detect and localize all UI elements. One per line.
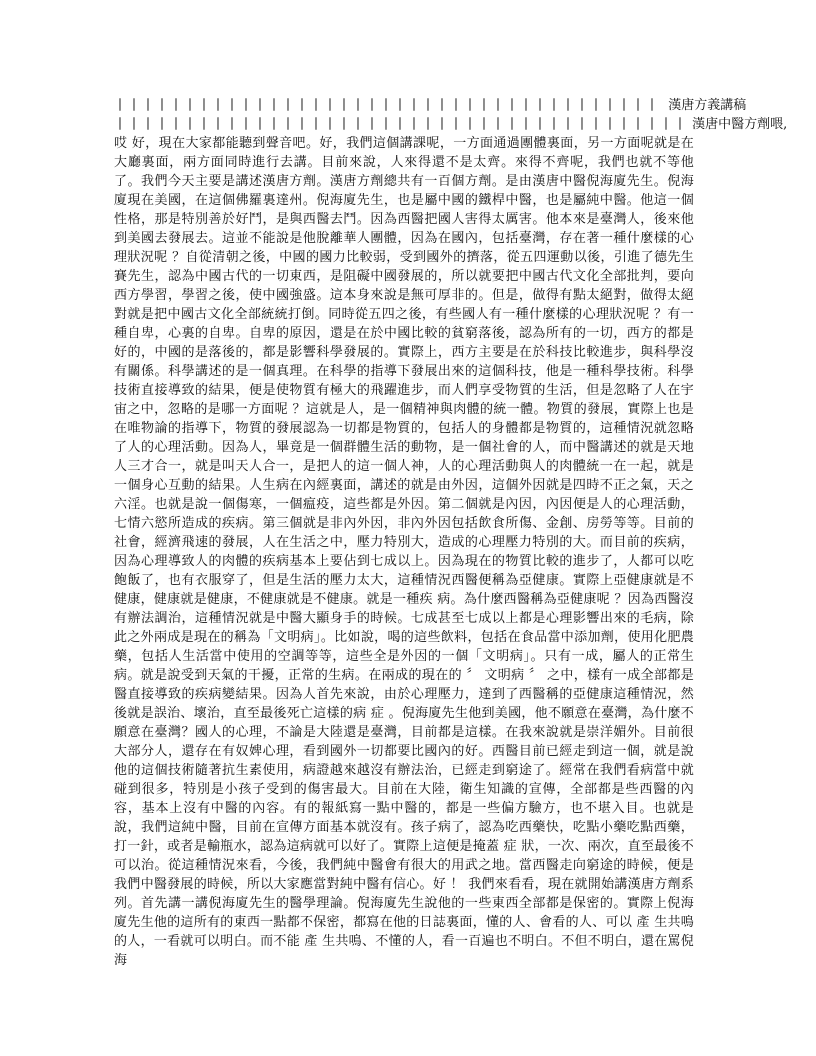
header-title-1: 漢唐方義講稿 — [668, 98, 747, 113]
header-line-2 — [114, 115, 788, 134]
header-bars-2: ｜｜｜｜｜｜｜｜｜｜｜｜｜｜｜｜｜｜｜｜｜｜｜｜｜｜｜｜｜｜｜｜｜｜｜｜｜｜｜｜｜ — [114, 117, 689, 131]
header-title-2: 漢唐中醫方劑喂, — [692, 117, 788, 132]
document-content — [114, 96, 788, 970]
header-bars-1: ｜｜｜｜｜｜｜｜｜｜｜｜｜｜｜｜｜｜｜｜｜｜｜｜｜｜｜｜｜｜｜｜｜｜｜｜｜｜｜ — [114, 98, 661, 112]
header-line-1 — [114, 96, 747, 115]
body-paragraph: 哎 好，現在大家都能聽到聲音吧。好，我們這個講課呢，一方面通過團體裏面，另一方面呢就是在大廳裏面，兩方面同時進行去講。目前來說，人來得還不是太齊。來得不齊呢，我們也就不等他了。我們今天主要是講述漢唐方劑。漢唐方劑總共有一百個方劑。是由漢唐中醫倪海廈先生。倪海廈現在美國，在這個佛羅裏達州。倪海廈先生，也是屬中國的鐵桿中醫，也是屬純中醫。他這一個性格，那是特別善於好鬥，是與西醫去鬥。因為西醫把國人害得太厲害。他本來是臺灣人，後來他到美國去發展去。這並不能說是他脫離華人團體，因為在國內，包括臺灣，存在著一種什麼樣的心理狀況呢 ？自從清朝之後，中國的國力比較弱，受到國外的擠落，從五四運動以後，引進了德先生賽先生，認為中國古代的一切東西，是阻礙中國發展的，所以就要把中國古代文化全部批判，要向西方學習，學習之後，使中國強盛。這本身來說是無可厚非的。但是，做得有點太絕對，做得太絕對就是把中國古文化全部統統打倒。同時從五四之後，有些國人有一種什麼樣的心理狀況呢 ？有一種自卑，心裏的自卑。自卑的原因，還是在於中國比較的貧窮落後，認為所有的一切，西方的都是好的，中國的是落後的，都是影響科學發展的。實際上，西方主要是在於科技比較進步，與科學沒有關係。科學講述的是一個真理。在科學的指導下發展出來的這個科技，他是一種科學技術。科學技術直接導致的結果，便是使物質有極大的飛躍進步，而人們享受物質的生活，但是忽略了人在宇宙之中，忽略的是哪一方面呢 ？這就是人，是一個精神與肉體的統一體。物質的發展，實際上也是在唯物論的指導下，物質的發展認為一切都是物質的，包括人的身體都是物質的，這種情況就忽略了人的心理活動。因為人，畢竟是一個群體生活的動物，是一個社會的人，而中醫講述的就是天地人三才合一，就是叫天人合一，是把人的這一個人神，人的心理活動與人的肉體統一在一起，就是一個身心互動的結果。人生病在內經裏面，講述的就是由外因，這個外因就是四時不正之氣，天之六淫。也就是說一個傷寒，一個瘟疫，這些都是外因。第二個就是內因，內因便是人的心理活動，七情六慾所造成的疾病。第三個就是非內外因，非內外因包括飲食所傷、金創、房勞等等。目前的社會，經濟飛速的發展，人在生活之中，壓力特別大，造成的心理壓力特別的大。而目前的疾病，因為心理導致人的肉體的疾病基本上要佔到七成以上。因為現在的物質比較的進步了，人都可以吃飽飯了，也有衣服穿了，但是生活的壓力太大，這種情況西醫便稱為亞健康。實際上亞健康就是不健康，健康就是健康，不健康就是不健康。就是一種疾 病。為什麼西醫稱為亞健康呢 ？因為西醫沒有辦法調治，這種情況就是中醫大顯身手的時候。七成甚至七成以上都是心理影響出來的毛病，除此之外兩成是現在的稱為「文明病」。比如說，喝的這些飲料，包括在食品當中添加劑，使用化肥農藥，包括人生活當中使用的空調等等，這些全是外因的一個「文明病」。只有一成，屬人的正常生病。就是說受到天氣的干擾，正常的生病。在兩成的現在的 〞 文明病 〞 之中，樣有一成全部都是醫直接導致的疾病變結果。因為人首先來說，由於心理壓力，達到了西醫稱的亞健康這種情況，然後就是誤治、壞治，直至最後死亡這樣的病 症 。倪海廈先生他到美國，他不願意在臺灣，為什麼不願意在臺灣？國人的心理，不論是大陸還是臺灣，目前都是這樣。在我來說就是崇洋媚外。目前很大部分人，還存在有奴婢心理，看到國外一切都要比國內的好。西醫目前已經走到這一個，就是說他的這個技術隨著抗生素使用，病證越來越沒有辦法治，已經走到窮途了。經常在我們看病當中就碰到很多，特別是小孩子受到的傷害最大。目前在大陸，衛生知識的宣傳，全部都是些西醫的內容，基本上沒有中醫的內容。有的報紙寫一點中醫的，都是一些偏方驗方，也不堪入目。也就是說，我們這純中醫，目前在宣傳方面基本就沒有。孩子病了，認為吃西藥快，吃點小藥吃點西藥，打一針，或者是輸瓶水，認為這病就可以好了。實際上這便是掩蓋 症 狀，一次、兩次，直至最後不可以治。從這種情況來看，今後，我們純中醫會有很大的用武之地。當西醫走向窮途的時候，便是我們中醫發展的時候，所以大家應當對純中醫有信心。好 ！ 我們來看看，現在就開始講漢唐方劑系列。首先講一講倪海廈先生的醫學理論。倪海廈先生說他的一些東西全部都是保密的。實際上倪海廈先生他的這所有的東西一點都不保密，都寫在他的日誌裏面，懂的人、會看的人、可以 產 生共鳴的人，一看就可以明白。而不能 產 生共鳴、不懂的人，看一百遍也不明白。不但不明白，還在罵倪海 — [114, 136, 694, 968]
